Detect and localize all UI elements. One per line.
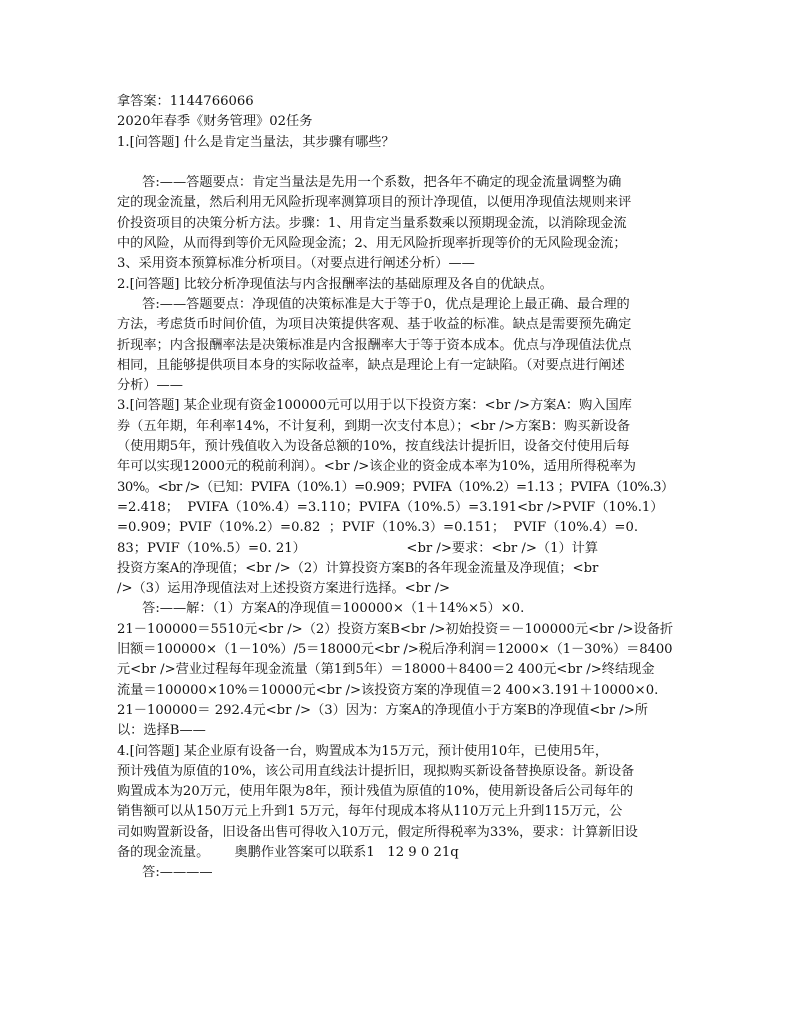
answer-contact: 拿答案：1144766066 xyxy=(117,94,254,109)
question-1-line: 1.[问答题] 什么是肯定当量法，其步骤有哪些？ xyxy=(117,134,395,150)
answer-3-line: 21－100000＝ 292.4元<br />（3）因为：方案A的净现值小于方案B的净现值<br />所 xyxy=(117,702,648,718)
answer-3-line: 21－100000＝5510元<br />（2）投资方案B<br />初始投资＝－100000元<br />设备折 xyxy=(117,621,674,637)
question-3-line: 3.[问答题] 某企业现有资金100000元可以用于以下投资方案：<br />方案A：购入国库 xyxy=(117,398,632,414)
question-3-line: （使用期5年，预计残值收入为设备总额的10%，按直线法计提折旧，设备交付使用后每 xyxy=(117,439,630,455)
answer-1-line: 中的风险，从而得到等价无风险现金流；2、用无风险折现率折现等价的无风险现金流； xyxy=(117,236,627,252)
document-page xyxy=(117,92,675,884)
answer-1-line: 3、采用资本预算标准分析项目。（对要点进行阐述分析）—— xyxy=(117,256,475,272)
question-3-line: 投资方案A的净现值；<br />（2）计算投资方案B的各年现金流量及净现值；<br xyxy=(117,560,599,576)
question-3-line: 30%。<br />（已知：PVIFA（10%.1）=0.909；PVIFA（10%.2）=1.13 ；PVIFA（10%.3） xyxy=(117,479,674,495)
answer-3-line: 答:——解：（1）方案A的净现值＝100000×（1＋14%×5）×0. xyxy=(117,601,525,617)
answer-2-line: 相同，且能够提供项目本身的实际收益率，缺点是理论上有一定缺陷。（对要点进行阐述 xyxy=(117,357,625,373)
question-3-line: =0.909；PVIF（10%.2）=0.82 ；PVIF（10%.3）=0.151； PVIF（10%.4）=0. xyxy=(117,520,639,536)
question-2-line: 2.[问答题] 比较分析净现值法与内含报酬率法的基础原理及各自的优缺点。 xyxy=(117,276,553,292)
answer-4-line: 答:———— xyxy=(117,865,213,881)
question-3 xyxy=(117,396,675,741)
question-4-line: 销售额可以从150万元上升到1 5万元，每年付现成本将从110万元上升到115万元，公 xyxy=(117,804,623,820)
question-3-line: 券（五年期，年利率14%，不计复利，到期一次支付本息）；<br />方案B：购买新设备 xyxy=(117,418,631,434)
answer-1-line: 答:——答题要点：肯定当量法是先用一个系数，把各年不确定的现金流量调整为确 xyxy=(117,175,622,191)
question-4-line: 备的现金流量。 奥鹏作业答案可以联系1 12 9 0 21q xyxy=(117,844,459,860)
answer-3-line: 旧额＝100000×（1－10%）/5＝18000元<br />税后净利润＝12000×（1－30%）＝8400 xyxy=(117,642,673,658)
answer-2-line: 方法，考虑货币时间价值，为项目决策提供客观、基于收益的标准。缺点是需要预先确定 xyxy=(117,317,632,333)
question-1 xyxy=(117,133,675,275)
answer-2-line: 分析）—— xyxy=(117,378,183,394)
question-3-line: />（3）运用净现值法对上述投资方案进行选择。<br /> xyxy=(117,581,451,597)
question-3-line: =2.418； PVIFA（10%.4）=3.110；PVIFA（10%.5）=3.191<br />PVIF（10%.1） xyxy=(117,499,664,515)
spacer xyxy=(117,153,675,173)
question-4-line: 司如购置新设备，旧设备出售可得收入10万元，假定所得税率为33%，要求：计算新旧设 xyxy=(117,824,638,840)
answer-2-line: 答:——答题要点：净现值的决策标准是大于等于0，优点是理论上最正确、最合理的 xyxy=(117,296,630,312)
question-4-line: 购置成本为20万元，使用年限为8年，预计残值为原值的10%，使用新设备后公司每年的 xyxy=(117,784,634,800)
question-3-line: 83；PVIF（10%.5）=0. 21） <br />要求：<br />（1）计算 xyxy=(117,540,599,556)
answer-1-line: 价投资项目的决策分析方法。步骤：1、用肯定当量系数乘以预期现金流，以消除现金流 xyxy=(117,215,627,231)
question-3-line: 年可以实现12000元的税前利润）。<br />该企业的资金成本率为10%，适用所得税率为 xyxy=(117,459,636,475)
answer-3-line: 元<br />营业过程每年现金流量（第1到5年）＝18000＋8400＝2 400元<br />终结现金 xyxy=(117,662,655,678)
answer-2-line: 折现率；内含报酬率法是决策标准是内含报酬率大于等于资本成本。优点与净现值法优点 xyxy=(117,337,632,353)
course-title: 2020年春季《财务管理》02任务 xyxy=(117,114,313,130)
answer-3-line: 流量＝100000×10%＝10000元<br />该投资方案的净现值＝2 400×3.191＋10000×0. xyxy=(117,682,659,698)
question-2 xyxy=(117,275,675,397)
answer-1-line: 定的现金流量，然后利用无风险折现率测算项目的预计净现值，以便用净现值法规则来评 xyxy=(117,195,632,211)
question-4-line: 4.[问答题] 某企业原有设备一台，购置成本为15万元，预计使用10年，已使用5年， xyxy=(117,743,609,759)
answer-3-line: 以：选择B—— xyxy=(117,723,206,739)
question-4 xyxy=(117,742,675,884)
question-4-line: 预计残值为原值的10%，该公司用直线法计提折旧，现拟购买新设备替换原设备。新设备 xyxy=(117,763,635,779)
